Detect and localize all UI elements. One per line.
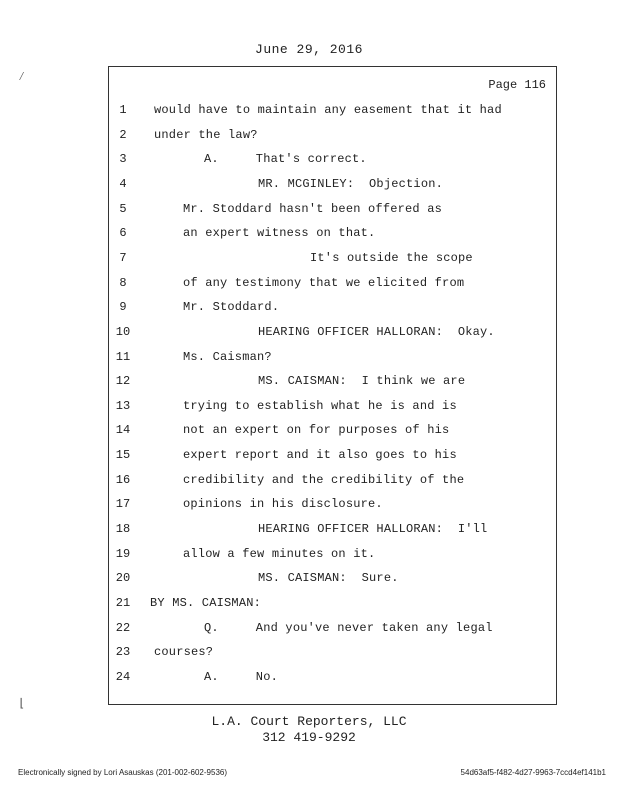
line-text: MS. CAISMAN: I think we are xyxy=(258,374,466,389)
line-number: 6 xyxy=(119,226,127,241)
line-number: 1 xyxy=(119,103,127,117)
signature-left: Electronically signed by Lori Asauskas (201-002-602-9536) xyxy=(18,768,228,777)
line-text: HEARING OFFICER HALLORAN: Okay. xyxy=(258,324,495,339)
margin-mark: ⁄ xyxy=(18,70,26,84)
line-number: 14 xyxy=(115,423,131,438)
line-number: 7 xyxy=(119,250,127,265)
signature-right: 54d63af5-f482-4d27-9963-7ccd4ef141b1 xyxy=(460,768,606,777)
footer-phone: 312 419-9292 xyxy=(262,730,356,745)
line-text: BY MS. CAISMAN: xyxy=(150,596,262,610)
line-number: 16 xyxy=(115,472,131,487)
line-number: 20 xyxy=(115,571,131,586)
line-text: It's outside the scope xyxy=(310,250,473,265)
line-number: 18 xyxy=(115,522,131,537)
line-text: MS. CAISMAN: Sure. xyxy=(258,571,399,586)
line-number: 3 xyxy=(119,152,127,167)
line-text: an expert witness on that. xyxy=(183,226,376,241)
line-number: 4 xyxy=(119,176,127,191)
line-number: 17 xyxy=(115,497,131,512)
line-text: of any testimony that we elicited from xyxy=(183,275,465,290)
line-text: A. That's correct. xyxy=(204,152,367,167)
line-text: HEARING OFFICER HALLORAN: I'll xyxy=(258,522,488,537)
footer-company: L.A. Court Reporters, LLC xyxy=(211,714,407,729)
transcript-date: June 29, 2016 xyxy=(255,42,363,57)
line-text: Q. And you've never taken any legal xyxy=(204,620,493,635)
line-text: MR. MCGINLEY: Objection. xyxy=(258,176,444,191)
line-number: 10 xyxy=(115,324,131,339)
line-text: under the law? xyxy=(154,127,258,142)
line-text: expert report and it also goes to his xyxy=(183,448,457,463)
line-text: courses? xyxy=(154,645,214,660)
line-number: 19 xyxy=(115,546,131,561)
line-text: Ms. Caisman? xyxy=(183,349,272,364)
line-text: A. No. xyxy=(204,669,279,684)
line-number: 12 xyxy=(115,374,131,389)
line-text: Mr. Stoddard. xyxy=(183,300,280,315)
line-number: 22 xyxy=(115,620,131,635)
line-number: 8 xyxy=(119,275,127,290)
line-text: not an expert on for purposes of his xyxy=(183,423,450,438)
margin-mark: ⌊ xyxy=(18,697,26,711)
line-text: trying to establish what he is and is xyxy=(183,398,457,413)
line-number: 24 xyxy=(115,669,131,684)
line-number: 15 xyxy=(115,448,131,463)
line-number: 21 xyxy=(115,596,131,610)
line-text: allow a few minutes on it. xyxy=(183,546,376,561)
line-text: would have to maintain any easement that it had xyxy=(154,103,502,117)
line-number: 23 xyxy=(115,645,131,660)
line-number: 9 xyxy=(119,300,127,315)
line-text: credibility and the credibility of the xyxy=(183,472,465,487)
line-number: 11 xyxy=(115,349,131,364)
line-text: Mr. Stoddard hasn't been offered as xyxy=(183,201,443,216)
line-text: opinions in his disclosure. xyxy=(183,497,383,512)
line-number: 5 xyxy=(119,201,127,216)
page-number: Page 116 xyxy=(488,78,546,92)
line-number: 13 xyxy=(115,398,131,413)
line-number: 2 xyxy=(119,127,127,142)
